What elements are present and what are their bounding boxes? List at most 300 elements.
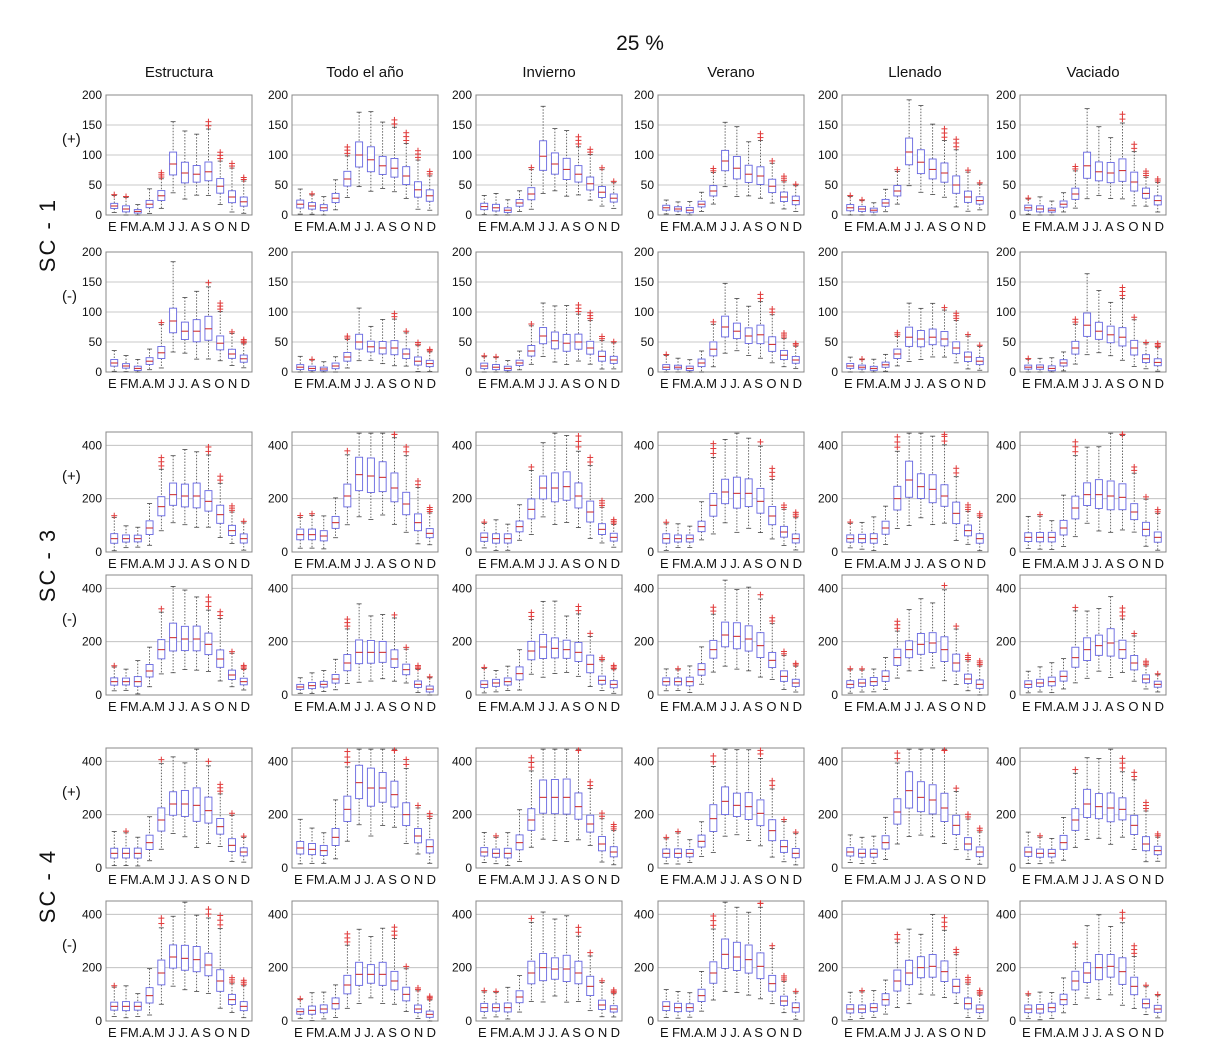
panel-frame: [292, 575, 438, 695]
column-title: Verano: [707, 64, 755, 81]
outlier-marker: [1037, 833, 1043, 839]
box: [1107, 481, 1114, 510]
month-labels: E FM.A.M J J. A S O N D: [1022, 219, 1164, 234]
box: [379, 772, 386, 802]
y-tick-label: 50: [88, 178, 102, 192]
outlier-marker: [1143, 340, 1149, 346]
y-tick-label: 100: [81, 148, 102, 162]
outlier-marker: [158, 921, 164, 927]
box: [745, 479, 752, 507]
outlier-marker: [309, 356, 315, 362]
y-tick-label: 200: [81, 634, 102, 649]
outlier-marker: [953, 623, 959, 629]
outlier-marker: [847, 666, 853, 672]
y-tick-label: 0: [831, 1014, 838, 1028]
box: [193, 483, 200, 508]
outlier-marker: [1119, 605, 1125, 611]
box: [906, 772, 913, 808]
outlier-marker: [1143, 982, 1149, 988]
outlier-marker: [1131, 769, 1137, 775]
month-labels: E FM.A.M J J. A S O N D: [294, 376, 436, 391]
y-tick-label: 0: [281, 545, 288, 559]
outlier-marker: [391, 117, 397, 123]
month-labels: E FM.A.M J J. A S O N D: [294, 1025, 436, 1040]
outlier-marker: [217, 300, 223, 306]
month-labels: E FM.A.M J J. A S O N D: [844, 376, 986, 391]
y-tick-label: 400: [81, 754, 102, 769]
boxplot-panel: [633, 432, 804, 574]
outlier-marker: [575, 924, 581, 930]
box: [757, 800, 764, 826]
outlier-marker: [599, 978, 605, 984]
outlier-marker: [205, 758, 211, 764]
outlier-marker: [158, 455, 164, 461]
box: [563, 955, 570, 981]
box: [575, 483, 582, 508]
y-tick-label: 150: [633, 118, 654, 132]
boxplot-panel: [267, 88, 438, 237]
outlier-marker: [427, 810, 433, 816]
outlier-marker: [859, 988, 865, 994]
box: [745, 626, 752, 651]
y-tick-label: 150: [633, 275, 654, 289]
month-labels: E FM.A.M J J. A S O N D: [478, 376, 620, 391]
month-labels: E FM.A.M J J. A S O N D: [660, 219, 802, 234]
y-tick-label: 200: [633, 634, 654, 649]
outlier-marker: [111, 983, 117, 989]
y-tick-label: 200: [267, 88, 288, 102]
y-tick-label: 0: [95, 1014, 102, 1028]
month-labels: E FM.A.M J J. A S O N D: [1022, 872, 1164, 887]
outlier-marker: [953, 465, 959, 471]
y-tick-label: 400: [817, 754, 838, 769]
outlier-marker: [427, 993, 433, 999]
y-tick-label: 400: [633, 754, 654, 769]
outlier-marker: [481, 988, 487, 994]
y-tick-label: 200: [81, 960, 102, 975]
sign-label: (-): [62, 611, 77, 628]
y-tick-label: 0: [831, 208, 838, 222]
y-tick-label: 100: [81, 305, 102, 319]
outlier-marker: [241, 833, 247, 839]
outlier-marker: [611, 178, 617, 184]
outlier-marker: [1072, 767, 1078, 773]
y-tick-label: 150: [817, 118, 838, 132]
month-labels: E FM.A.M J J. A S O N D: [108, 1025, 250, 1040]
box: [1084, 313, 1091, 336]
outlier-marker: [123, 828, 129, 834]
outlier-marker: [575, 603, 581, 609]
outlier-marker: [663, 519, 669, 525]
y-tick-label: 50: [640, 178, 654, 192]
y-tick-label: 400: [633, 907, 654, 922]
outlier-marker: [859, 666, 865, 672]
y-tick-label: 0: [831, 688, 838, 702]
y-tick-label: 0: [1009, 1014, 1016, 1028]
box: [379, 962, 386, 985]
box: [710, 805, 717, 832]
outlier-marker: [528, 755, 534, 761]
outlier-marker: [123, 194, 129, 200]
box: [563, 779, 570, 814]
y-tick-label: 0: [95, 688, 102, 702]
outlier-marker: [217, 149, 223, 155]
outlier-marker: [158, 606, 164, 612]
boxplot-panel: [633, 575, 804, 717]
y-tick-label: 0: [95, 208, 102, 222]
box: [929, 785, 936, 814]
outlier-marker: [847, 193, 853, 199]
outlier-marker: [1037, 512, 1043, 518]
month-labels: E FM.A.M J J. A S O N D: [660, 872, 802, 887]
box: [941, 793, 948, 821]
boxplot-panel: [817, 432, 988, 574]
month-labels: E FM.A.M J J. A S O N D: [478, 872, 620, 887]
y-tick-label: 0: [465, 365, 472, 379]
boxplot-panel: [451, 245, 622, 394]
y-tick-label: 200: [81, 88, 102, 102]
box: [181, 945, 188, 970]
outlier-marker: [205, 119, 211, 125]
outlier-marker: [1025, 356, 1031, 362]
outlier-marker: [403, 444, 409, 450]
month-labels: E FM.A.M J J. A S O N D: [294, 219, 436, 234]
y-tick-label: 400: [451, 438, 472, 453]
outlier-marker: [757, 439, 763, 445]
outlier-marker: [415, 148, 421, 154]
boxplot-panel: [451, 901, 622, 1043]
outlier-marker: [953, 946, 959, 952]
outlier-marker: [894, 434, 900, 440]
y-tick-label: 0: [281, 1014, 288, 1028]
box: [722, 939, 729, 968]
outlier-marker: [793, 829, 799, 835]
box: [917, 782, 924, 812]
outlier-marker: [403, 328, 409, 334]
box: [356, 765, 363, 798]
outlier-marker: [587, 950, 593, 956]
outlier-marker: [1119, 111, 1125, 117]
outlier-marker: [611, 339, 617, 345]
y-tick-label: 200: [817, 491, 838, 506]
box: [941, 637, 948, 662]
y-tick-label: 150: [995, 275, 1016, 289]
boxplot-panel: [633, 748, 804, 890]
box: [193, 788, 200, 821]
outlier-marker: [205, 906, 211, 912]
box: [540, 141, 547, 171]
outlier-marker: [391, 924, 397, 930]
outlier-marker: [859, 356, 865, 362]
outlier-marker: [575, 444, 581, 450]
y-tick-label: 150: [451, 118, 472, 132]
boxplot-panel: [451, 575, 622, 717]
outlier-marker: [859, 197, 865, 203]
y-tick-label: 50: [88, 335, 102, 349]
outlier-marker: [1131, 630, 1137, 636]
y-tick-label: 0: [281, 365, 288, 379]
y-tick-label: 200: [995, 960, 1016, 975]
outlier-marker: [297, 996, 303, 1002]
outlier-marker: [965, 332, 971, 338]
outlier-marker: [493, 354, 499, 360]
y-tick-label: 200: [267, 807, 288, 822]
box: [356, 962, 363, 985]
outlier-marker: [111, 663, 117, 669]
outlier-marker: [217, 473, 223, 479]
scenario-label: SC - 3: [35, 527, 60, 602]
y-tick-label: 400: [451, 907, 472, 922]
outlier-marker: [894, 756, 900, 762]
outlier-marker: [427, 674, 433, 680]
y-tick-label: 0: [831, 365, 838, 379]
outlier-marker: [894, 932, 900, 938]
boxplot-panel: [81, 748, 252, 890]
boxplot-panel: [267, 901, 438, 1043]
y-tick-label: 100: [817, 148, 838, 162]
outlier-marker: [481, 353, 487, 359]
y-tick-label: 100: [995, 148, 1016, 162]
outlier-marker: [1119, 284, 1125, 290]
month-labels: E FM.A.M J J. A S O N D: [1022, 556, 1164, 571]
outlier-marker: [344, 448, 350, 454]
box: [745, 793, 752, 820]
box: [745, 945, 752, 973]
outlier-marker: [1131, 314, 1137, 320]
box: [540, 953, 547, 980]
box: [733, 477, 740, 508]
outlier-marker: [953, 785, 959, 791]
boxplot-panel: [995, 575, 1166, 717]
y-tick-label: 0: [647, 545, 654, 559]
outlier-marker: [111, 513, 117, 519]
month-labels: E FM.A.M J J. A S O N D: [1022, 699, 1164, 714]
box: [733, 793, 740, 816]
box: [722, 479, 729, 503]
outlier-marker: [344, 144, 350, 150]
box: [757, 633, 764, 658]
outlier-marker: [757, 131, 763, 137]
month-labels: E FM.A.M J J. A S O N D: [844, 1025, 986, 1040]
outlier-marker: [481, 519, 487, 525]
outlier-marker: [793, 988, 799, 994]
outlier-marker: [1072, 604, 1078, 610]
boxplot-panel: [817, 748, 988, 890]
y-tick-label: 150: [995, 118, 1016, 132]
y-tick-label: 200: [633, 245, 654, 259]
y-tick-label: 200: [995, 491, 1016, 506]
sign-label: (+): [62, 468, 81, 485]
box: [379, 462, 386, 492]
boxplot-panel: [81, 901, 252, 1043]
box: [367, 458, 374, 492]
month-labels: E FM.A.M J J. A S O N D: [294, 872, 436, 887]
outlier-marker: [1025, 195, 1031, 201]
outlier-marker: [344, 760, 350, 766]
outlier-marker: [611, 662, 617, 668]
y-tick-label: 0: [465, 1014, 472, 1028]
box: [170, 623, 177, 651]
boxplot-panel: [81, 88, 252, 237]
outlier-marker: [391, 612, 397, 618]
outlier-marker: [675, 829, 681, 835]
outlier-marker: [241, 662, 247, 668]
y-tick-label: 400: [451, 754, 472, 769]
box: [917, 150, 924, 174]
box: [1095, 955, 1102, 980]
box: [193, 947, 200, 972]
box: [906, 960, 913, 984]
box: [540, 634, 547, 658]
box: [158, 808, 165, 831]
box: [181, 626, 188, 650]
outlier-marker: [528, 915, 534, 921]
sign-label: (+): [62, 131, 81, 148]
outlier-marker: [587, 779, 593, 785]
month-labels: E FM.A.M J J. A S O N D: [294, 699, 436, 714]
boxplot-panel: [995, 901, 1166, 1043]
outlier-marker: [205, 280, 211, 286]
box: [205, 316, 212, 340]
outlier-marker: [941, 915, 947, 921]
month-labels: E FM.A.M J J. A S O N D: [660, 556, 802, 571]
boxplot-panel: [995, 245, 1166, 394]
y-tick-label: 0: [647, 208, 654, 222]
boxplot-panel: [81, 432, 252, 574]
y-tick-label: 100: [451, 148, 472, 162]
y-tick-label: 150: [81, 118, 102, 132]
y-tick-label: 400: [451, 581, 472, 596]
month-labels: E FM.A.M J J. A S O N D: [478, 1025, 620, 1040]
box: [170, 308, 177, 333]
box: [1095, 794, 1102, 819]
outlier-marker: [977, 342, 983, 348]
outlier-marker: [793, 660, 799, 666]
y-tick-label: 200: [267, 960, 288, 975]
box: [575, 793, 582, 819]
y-tick-label: 400: [995, 581, 1016, 596]
outlier-marker: [229, 329, 235, 335]
outlier-marker: [493, 988, 499, 994]
box: [757, 488, 764, 513]
month-labels: E FM.A.M J J. A S O N D: [844, 872, 986, 887]
outlier-marker: [847, 519, 853, 525]
y-tick-label: 0: [465, 545, 472, 559]
month-labels: E FM.A.M J J. A S O N D: [108, 699, 250, 714]
y-tick-label: 200: [451, 960, 472, 975]
boxplot-panel: [451, 432, 622, 574]
outlier-marker: [344, 616, 350, 622]
y-tick-label: 200: [633, 807, 654, 822]
y-tick-label: 0: [95, 861, 102, 875]
panel-frame: [292, 901, 438, 1021]
scenario-label: SC - 4: [35, 848, 60, 923]
outlier-marker: [241, 518, 247, 524]
outlier-marker: [1072, 941, 1078, 947]
box: [1084, 789, 1091, 817]
y-tick-label: 150: [817, 275, 838, 289]
column-title: Todo el año: [326, 64, 404, 81]
sign-label: (-): [62, 937, 77, 954]
box: [1084, 152, 1091, 178]
box: [894, 486, 901, 510]
boxplot-panel: [267, 748, 438, 890]
box: [356, 640, 363, 664]
month-labels: E FM.A.M J J. A S O N D: [1022, 376, 1164, 391]
box: [193, 626, 200, 651]
y-tick-label: 400: [817, 581, 838, 596]
outlier-marker: [894, 439, 900, 445]
y-tick-label: 200: [81, 807, 102, 822]
outlier-marker: [793, 341, 799, 347]
outlier-marker: [757, 291, 763, 297]
outlier-marker: [599, 810, 605, 816]
month-labels: E FM.A.M J J. A S O N D: [108, 872, 250, 887]
outlier-marker: [493, 833, 499, 839]
y-tick-label: 0: [281, 208, 288, 222]
boxplot-panel: [633, 245, 804, 394]
sign-label: (+): [62, 784, 81, 801]
y-tick-label: 200: [633, 491, 654, 506]
box: [551, 473, 558, 502]
box: [205, 797, 212, 823]
y-tick-label: 50: [1002, 335, 1016, 349]
box: [757, 953, 764, 979]
y-tick-label: 200: [451, 245, 472, 259]
box: [356, 457, 363, 490]
outlier-marker: [769, 306, 775, 312]
y-tick-label: 0: [647, 861, 654, 875]
y-tick-label: 0: [1009, 545, 1016, 559]
outlier-marker: [894, 618, 900, 624]
box: [367, 768, 374, 806]
box: [733, 623, 740, 649]
outlier-marker: [205, 444, 211, 450]
outlier-marker: [415, 663, 421, 669]
outlier-marker: [663, 834, 669, 840]
outlier-marker: [793, 181, 799, 187]
month-labels: E FM.A.M J J. A S O N D: [108, 556, 250, 571]
y-tick-label: 200: [817, 960, 838, 975]
y-tick-label: 150: [267, 275, 288, 289]
y-tick-label: 0: [465, 208, 472, 222]
y-tick-label: 200: [817, 88, 838, 102]
box: [722, 622, 729, 647]
outlier-marker: [158, 915, 164, 921]
outlier-marker: [344, 749, 350, 755]
outlier-marker: [1143, 799, 1149, 805]
figure-title: 25 %: [616, 32, 664, 55]
boxplot-panel: [267, 432, 438, 574]
outlier-marker: [528, 609, 534, 615]
box: [170, 945, 177, 968]
boxplot-panel: [81, 245, 252, 394]
y-tick-label: 0: [831, 861, 838, 875]
boxplot-panel: [995, 748, 1166, 890]
box: [722, 787, 729, 815]
column-title: Llenado: [888, 64, 942, 81]
outlier-marker: [663, 352, 669, 358]
outlier-marker: [587, 454, 593, 460]
box: [391, 473, 398, 502]
box: [170, 792, 177, 815]
outlier-marker: [391, 311, 397, 317]
scenario-label: SC - 1: [35, 197, 60, 272]
box: [344, 796, 351, 821]
boxplot-panel: [267, 575, 438, 717]
y-tick-label: 400: [81, 438, 102, 453]
y-tick-label: 200: [267, 245, 288, 259]
